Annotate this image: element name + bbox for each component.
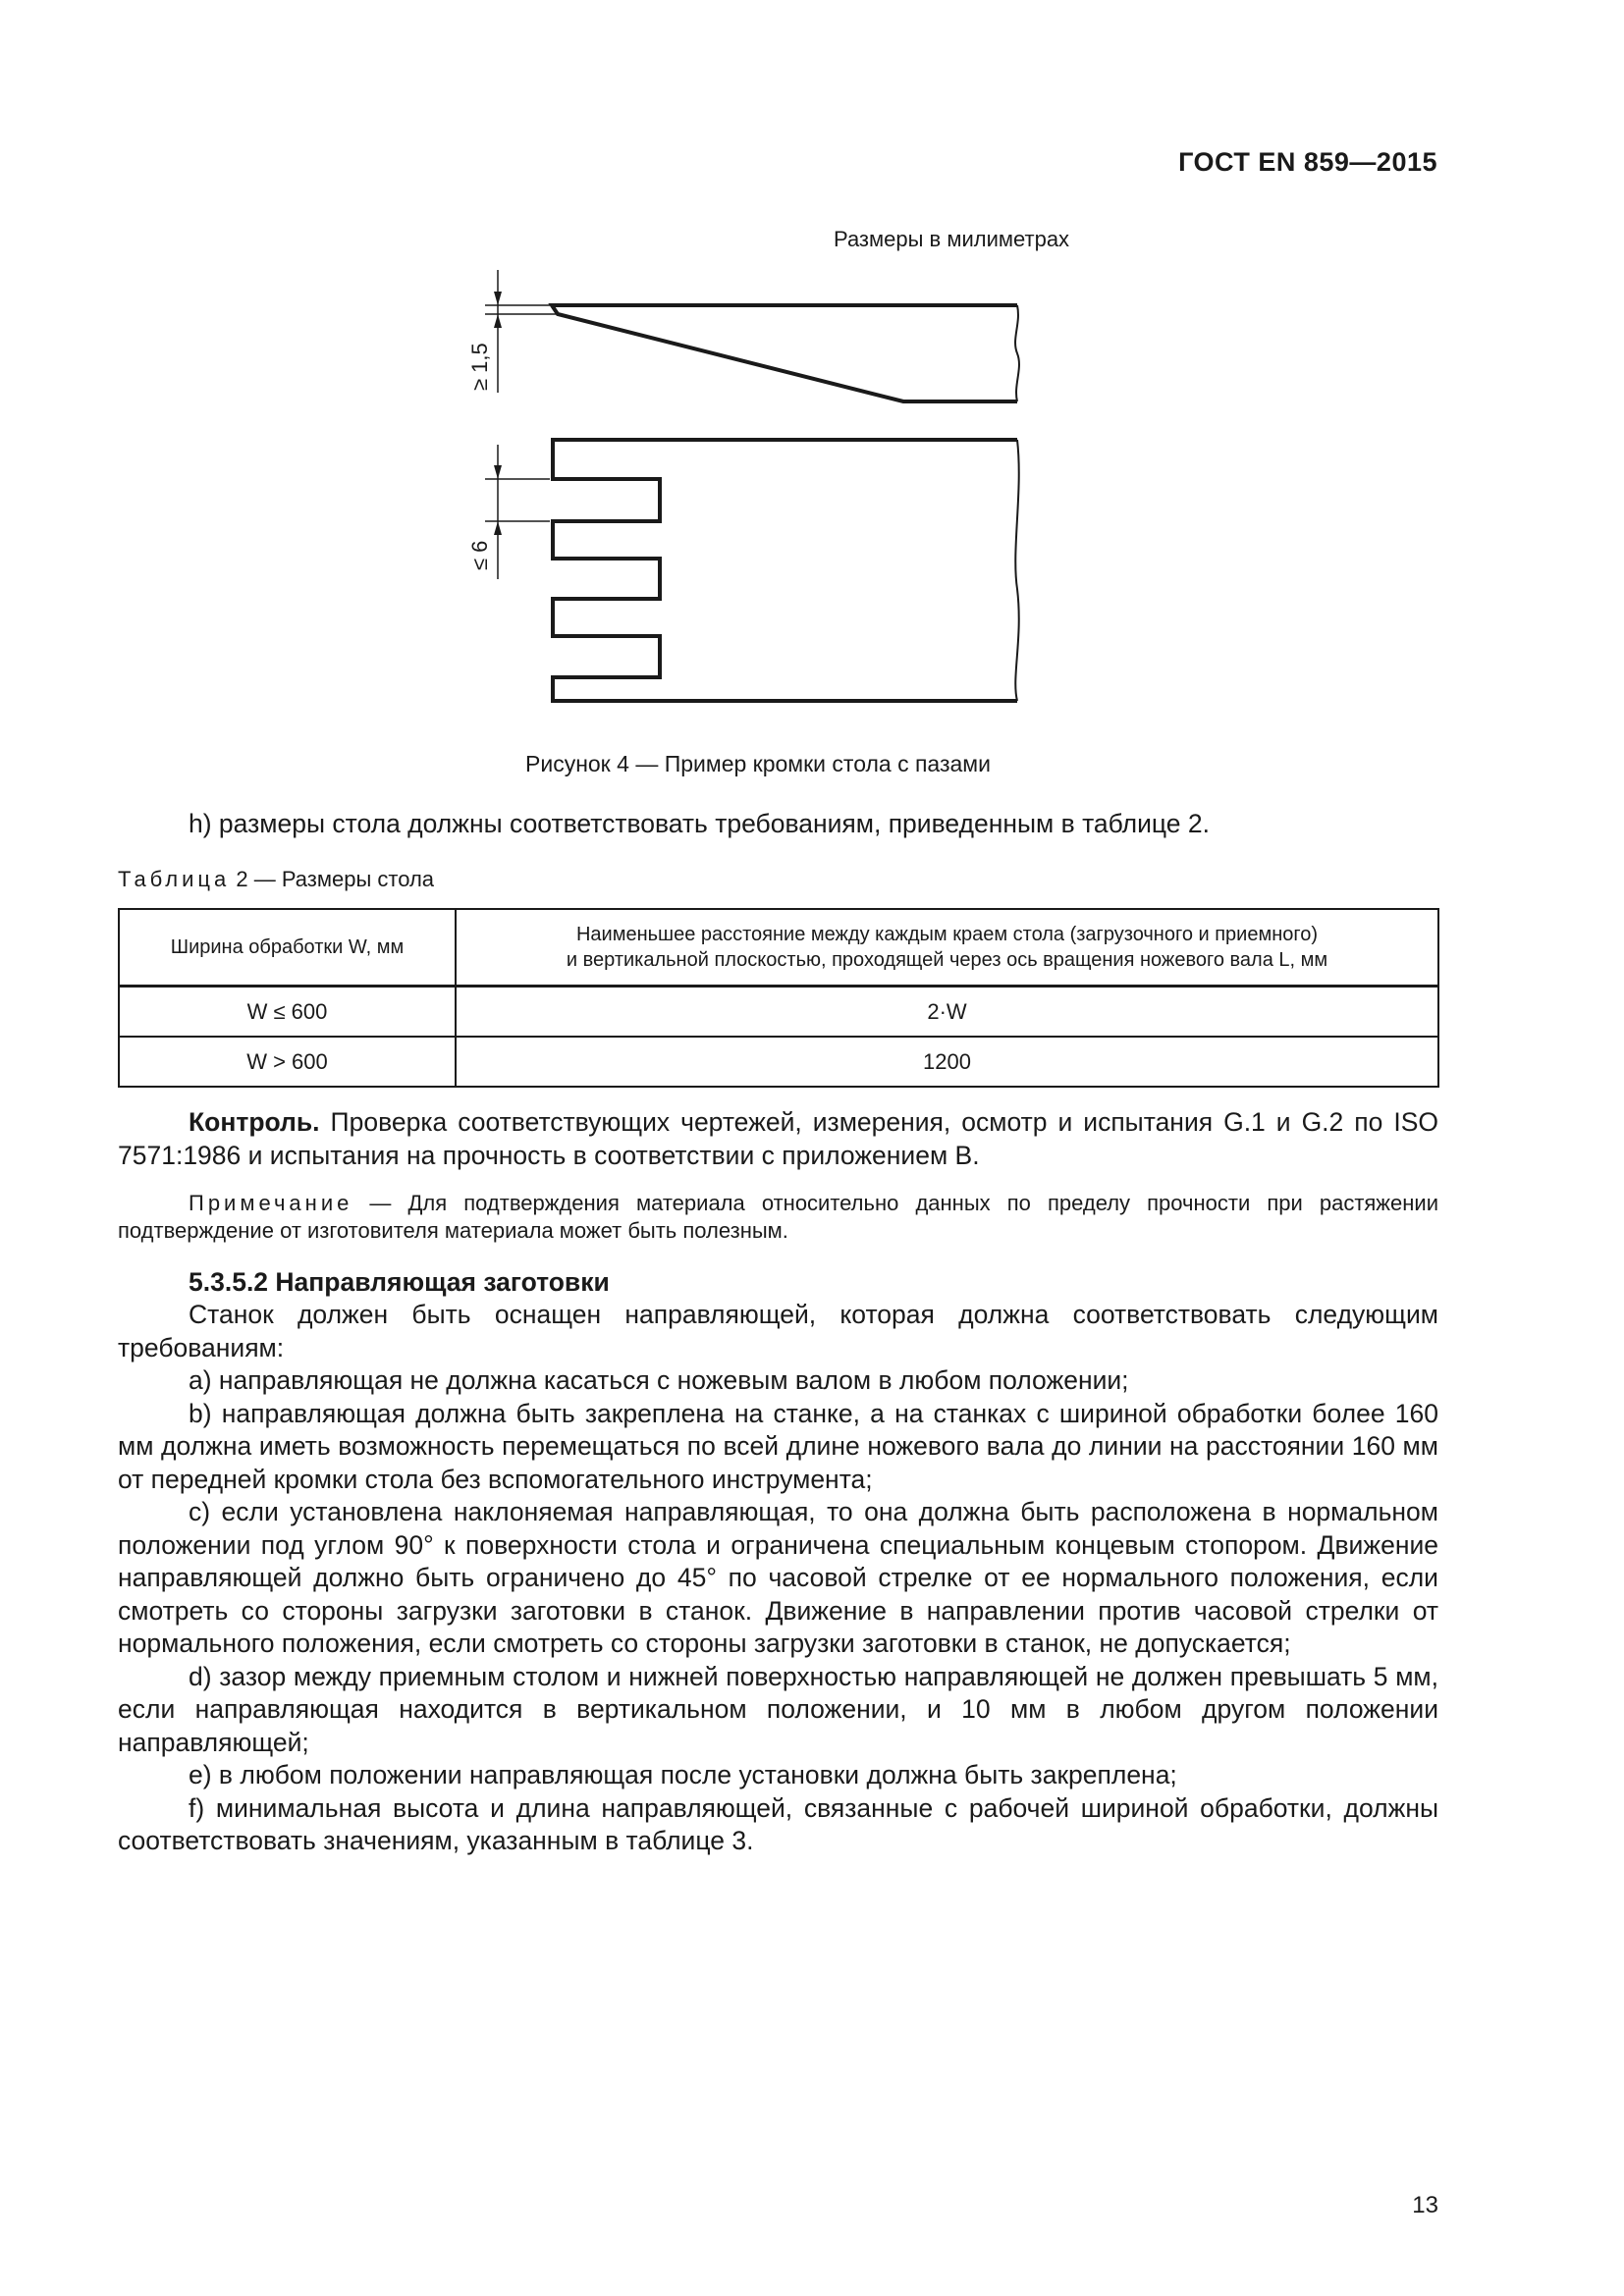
table-header-col1: Ширина обработки W, мм	[119, 909, 456, 987]
list-item: c) если установлена наклоняемая направляющая, то она должна быть расположена в нормальном положении под углом 90° к поверхности стола и ограничена специальным концевым стопором. Движение направляющей должно быть ограничено до 45° по часовой стрелке от ее нормального положения, если смотреть со стороны загрузки заготовки в станок. Движение в направлении против часовой стрелки от нормального положения, если смотреть со стороны загрузки заготовки в станок, не допускается;	[118, 1497, 1438, 1658]
figure-4-drawing	[0, 0, 1624, 785]
control-text: Проверка соответствующих чертежей, измерения, осмотр и испытания G.1 и G.2 по ISO 7571:1986 и испытания на прочность в соответствии с приложением В.	[118, 1107, 1438, 1170]
table-2	[118, 908, 1439, 1088]
table-header-row	[119, 909, 1438, 987]
table-header-col2-line1: Наименьшее расстояние между каждым краем стола (загрузочного и приемного)	[575, 924, 1319, 945]
list-item: f) минимальная высота и длина направляющей, связанные с рабочей шириной обработки, должны соответствовать значениям, указанным в таблице 3.	[118, 1792, 1438, 1855]
table-title-rest: 2 — Размеры стола	[230, 867, 435, 891]
table-cell-width: W > 600	[119, 1037, 456, 1087]
list-item: a) направляющая не должна касаться с ножевым валом в любом положении;	[189, 1365, 1129, 1395]
table-cell-width: W ≤ 600	[119, 987, 456, 1038]
control-label: Контроль.	[189, 1107, 320, 1137]
grooved-edge-outline	[553, 440, 1017, 701]
bevel-edge-outline	[552, 305, 1017, 401]
figure-caption: Рисунок 4 — Пример кромки стола с пазами	[525, 751, 991, 776]
note-text: — Для подтверждения материала относительно данных по пределу прочности при растяжении подтверждение от изготовителя материала может быть полезным.	[118, 1191, 1438, 1243]
units-note: Размеры в милиметрах	[834, 227, 1070, 251]
table-header-col2	[456, 909, 1438, 987]
page-number: 13	[1412, 2192, 1438, 2218]
break-line-bottom	[1015, 440, 1018, 701]
break-line-top	[1015, 305, 1019, 401]
document-header: ГОСТ EN 859—2015	[1178, 147, 1437, 177]
table-cell-distance: 1200	[456, 1037, 1438, 1087]
dimension-label-bottom: ≤ 6	[467, 540, 492, 570]
section-heading: 5.3.5.2 Направляющая заготовки	[189, 1267, 610, 1297]
table-cell-distance: 2·W	[456, 987, 1438, 1038]
note-paragraph	[118, 1190, 1438, 1245]
arrow-bottom-a	[494, 465, 502, 479]
section-body	[118, 1299, 1438, 1858]
table-row	[119, 1037, 1438, 1087]
table-title	[118, 867, 434, 892]
list-item: e) в любом положении направляющая после установки должна быть закреплена;	[189, 1760, 1177, 1789]
section-intro: Станок должен быть оснащен направляющей, которая должна соответствовать следующим требованиям:	[118, 1300, 1438, 1362]
control-paragraph	[118, 1106, 1438, 1172]
arrow-top-a	[494, 292, 502, 305]
paragraph-h: h) размеры стола должны соответствовать требованиям, приведенным в таблице 2.	[189, 809, 1210, 838]
table-title-prefix: Таблица	[118, 867, 231, 891]
dimension-label-top: ≥ 1,5	[467, 343, 492, 391]
arrow-top-b	[494, 314, 502, 328]
table-header-col2-line2: и вертикальной плоскостью, проходящей через ось вращения ножевого вала L, мм	[566, 949, 1328, 971]
list-item: b) направляющая должна быть закреплена на станке, а на станках с шириной обработки более 160 мм должна иметь возможность перемещаться по всей длине ножевого вала до линии на расстоянии 160 мм от передней кромки стола без вспомогательного инструмента;	[118, 1398, 1438, 1494]
arrow-bottom-b	[494, 521, 502, 535]
list-item: d) зазор между приемным столом и нижней поверхностью направляющей не должен превышать 5 мм, если направляющая находится в вертикальном положении, и 10 мм в любом другом положении направляющей;	[118, 1661, 1438, 1757]
table-row	[119, 987, 1438, 1038]
note-label: Примечание	[189, 1191, 353, 1215]
